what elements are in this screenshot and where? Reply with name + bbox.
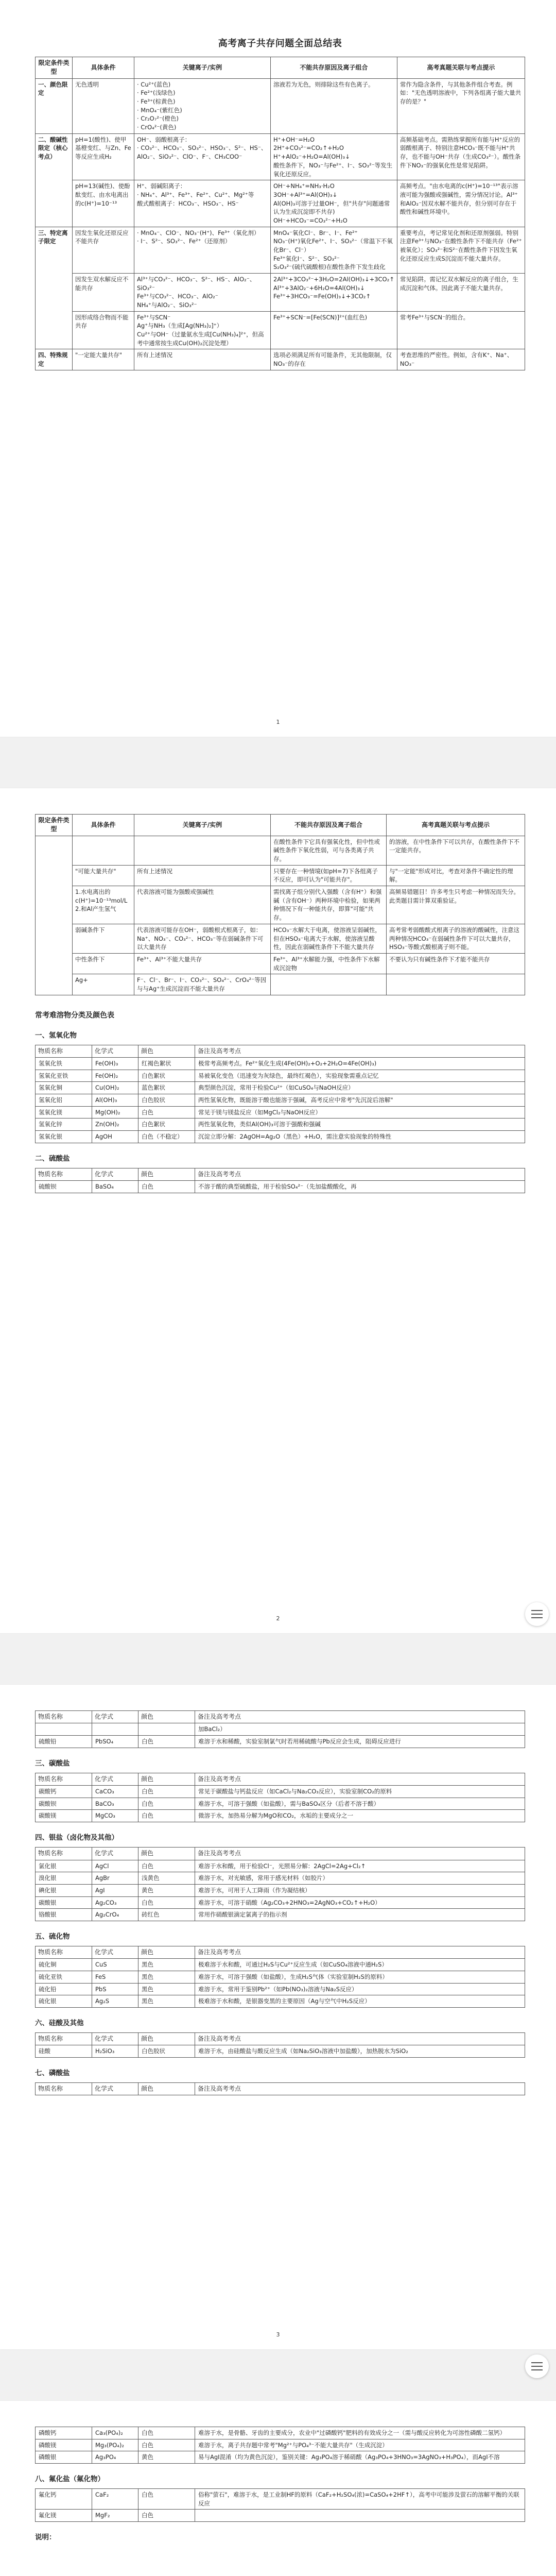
table-row xyxy=(36,2427,525,2439)
condition-cell: Ag+ xyxy=(73,974,134,995)
formula-cell: AgOH xyxy=(92,1130,138,1143)
table-row xyxy=(36,1723,525,1736)
formula-cell: Cu(OH)₂ xyxy=(92,1082,138,1094)
condition-cell: 中性条件下 xyxy=(73,953,134,974)
column-header: 颜色 xyxy=(138,1848,195,1860)
ions-cell: · Cu²⁺(蓝色) · Fe²⁺(浅绿色) · Fe³⁺(棕黄色) · MnO₄⁻(紫红色) · Cr₂O₇²⁻(橙色) · CrO₄²⁻(黄色) xyxy=(134,78,271,133)
hint-cell xyxy=(387,974,525,995)
table-row xyxy=(36,836,525,865)
color-cell: 白色 xyxy=(138,2510,195,2522)
condition-cell xyxy=(73,836,134,865)
table-row xyxy=(36,1106,525,1118)
page-2 xyxy=(0,788,556,1633)
formula-cell: Fe(OH)₂ xyxy=(92,1070,138,1082)
table-row xyxy=(36,1118,525,1131)
color-cell: 红褐色絮状 xyxy=(138,1057,195,1070)
ions-cell: 所有上述情况 xyxy=(134,349,271,370)
substance-name-cell: 氯化银 xyxy=(36,1860,92,1872)
table-row xyxy=(36,1896,525,1909)
substance-name-cell: 碘化银 xyxy=(36,1884,92,1896)
color-cell: 白色 xyxy=(138,2427,195,2439)
column-header: 备注及高考考点 xyxy=(195,2032,525,2045)
hint-cell: 考查思维的严密性。例如，含有K⁺、Na⁺、NO₃⁻ xyxy=(397,349,525,370)
column-header: 不能共存原因及离子组合 xyxy=(271,57,397,79)
subsection-title: 六、硅酸及其他 xyxy=(35,2019,84,2027)
reason-cell: 只要存在一种情境(如pH=7)下各组离子不反应，即可认为"可能共存"。 xyxy=(271,865,387,886)
hint-cell: 高频基础考点。需熟练掌握所有能与H⁺反应的弱酸根离子、特别注意HCO₃⁻既不能与H⁺共存，也不能与OH⁻共存（生成CO₃²⁻）。酸性条件下NO₃⁻的强氧化性是常见陷阱。 xyxy=(397,133,525,180)
column-header: 颜色 xyxy=(138,1946,195,1958)
substance-name-cell: 磷酸镁 xyxy=(36,2439,92,2451)
substance-name-cell: 氢氧化铝 xyxy=(36,1094,92,1106)
note-cell: 难溶于水和酸，用于检验Cl⁻，光照易分解：2AgCl=2Ag+Cl₂↑ xyxy=(195,1860,525,1872)
formula-cell: Mg(OH)₂ xyxy=(92,1106,138,1118)
page-1 xyxy=(0,0,556,737)
column-header: 备注及高考考点 xyxy=(195,1773,525,1785)
reason-cell: MnO₄⁻氧化Cl⁻、Br⁻、I⁻、Fe²⁺ NO₃⁻(H⁺)氧化Fe²⁺、I⁻、SO₃²⁻（常温下不氧化Br⁻、Cl⁻） Fe³⁺氧化I⁻、S²⁻、SO₃²⁻ S₂O₃²⁻(硫代硫酸根)在酸性条件下发生歧化 xyxy=(271,227,397,273)
note-label: 说明： xyxy=(35,2533,56,2542)
substance-name-cell: 氢氧化锌 xyxy=(36,1118,92,1131)
column-header: 备注及高考考点 xyxy=(195,1045,525,1057)
substance-name-cell: 硅酸 xyxy=(36,2045,92,2058)
subsection-title: 二、硫酸盐 xyxy=(35,1154,70,1163)
column-header: 备注及高考考点 xyxy=(195,1946,525,1958)
column-header: 颜色 xyxy=(138,1711,195,1723)
substance-name-cell: 氢氧化铜 xyxy=(36,1082,92,1094)
column-header: 物质名称 xyxy=(36,2032,92,2045)
summary-table-continued xyxy=(35,814,525,995)
color-cell: 白色胶状 xyxy=(138,2045,195,2058)
table-row xyxy=(36,865,525,886)
menu-icon[interactable] xyxy=(525,2354,549,2378)
note-cell: 微溶于水，加热易分解为MgO和CO₂，水垢的主要成分之一 xyxy=(195,1810,525,1822)
ions-cell xyxy=(134,836,271,865)
column-header: 具体条件 xyxy=(73,815,134,836)
ions-cell: Al³⁺与CO₃²⁻、HCO₃⁻、S²⁻、HS⁻、AlO₂⁻、SiO₃²⁻ Fe³⁺与CO₃²⁻、HCO₃⁻、AlO₂⁻ NH₄⁺与AlO₂⁻、SiO₃²⁻ xyxy=(134,273,271,311)
formula-cell: AgI xyxy=(92,1884,138,1896)
color-cell: 白色 xyxy=(138,1810,195,1822)
document-title: 高考离子共存问题全面总结表 xyxy=(218,38,342,49)
column-header: 化学式 xyxy=(92,2083,138,2095)
formula-cell: MgCO₃ xyxy=(92,1810,138,1822)
column-header: 关键离子/实例 xyxy=(134,57,271,79)
column-header: 颜色 xyxy=(138,1045,195,1057)
note-cell: 难溶于水，是骨骼、牙齿的主要成分，农业中"过磷酸钙"肥料的有效成分之一（需与酸反应转化为可溶性磷酸二氢钙） xyxy=(195,2427,525,2439)
ions-cell: · MnO₄⁻、ClO⁻、NO₃⁻(H⁺)、Fe³⁺（氧化剂） · I⁻、S²⁻、SO₃²⁻、Fe²⁺（还原剂） xyxy=(134,227,271,273)
formula-cell: Ag₂S xyxy=(92,1995,138,2008)
table-row xyxy=(36,1810,525,1822)
note-cell: 俗称"萤石"，难溶于水，是工业制HF的原料（CaF₂+H₂SO₄(浓)=CaSO₄+2HF↑），高考中可能涉及萤石的溶解平衡的关联反应 xyxy=(195,2489,525,2510)
color-cell: 白色 xyxy=(138,1736,195,1748)
column-header: 物质名称 xyxy=(36,1711,92,1723)
color-cell: 黑色 xyxy=(138,1959,195,1971)
color-cell: 白色 xyxy=(138,2489,195,2510)
color-cell: 白色 xyxy=(138,1896,195,1909)
summary-table xyxy=(35,57,525,370)
subsection-title: 五、硫化物 xyxy=(35,1932,70,1941)
substance-name-cell xyxy=(36,1723,92,1736)
table-row xyxy=(36,1082,525,1094)
condition-cell: 因发生双水解反应不能共存 xyxy=(73,273,134,311)
reason-cell xyxy=(271,974,387,995)
condition-cell: 1.水电离出的c(H⁺)=10⁻¹³mol/L 2.和Al产生氢气 xyxy=(73,886,134,924)
table-row xyxy=(36,180,525,227)
substance-name-cell: 硫酸钡 xyxy=(36,1181,92,1193)
table-row xyxy=(36,924,525,953)
formula-cell: H₂SiO₃ xyxy=(92,2045,138,2058)
column-header: 颜色 xyxy=(138,2083,195,2095)
substance-name-cell: 硫化银 xyxy=(36,1995,92,2008)
note-cell: 易与AgI混淆（均为黄色沉淀），鉴别关键：Ag₃PO₄溶于稀硝酸（Ag₃PO₄+3HNO₃=3AgNO₃+H₃PO₄），而AgI不溶 xyxy=(195,2451,525,2464)
column-header: 化学式 xyxy=(92,1168,138,1180)
ions-cell: F⁻、Cl⁻、Br⁻、I⁻、CO₃²⁻、SO₄²⁻、CrO₄²⁻等因与与Ag⁺生成沉淀而不能大量共存 xyxy=(134,974,271,995)
category-cell xyxy=(36,836,73,995)
formula-cell: FeS xyxy=(92,1971,138,1983)
table-row xyxy=(36,133,525,180)
hydroxide-table xyxy=(35,1045,525,1143)
color-cell: 浅黄色 xyxy=(138,1872,195,1885)
substance-name-cell: 氢氧化亚铁 xyxy=(36,1070,92,1082)
table-row xyxy=(36,1094,525,1106)
substance-name-cell: 氢氧化镁 xyxy=(36,1106,92,1118)
column-header: 化学式 xyxy=(92,1848,138,1860)
condition-cell: 无色透明 xyxy=(73,78,134,133)
formula-cell: AgBr xyxy=(92,1872,138,1885)
subsection-title: 三、碳酸盐 xyxy=(35,1759,70,1768)
note-cell: 难溶于水，可溶于硝酸（Ag₂CO₃+2HNO₃=2AgNO₃+CO₂↑+H₂O） xyxy=(195,1896,525,1909)
color-cell: 黄色 xyxy=(138,2451,195,2464)
phosphate-table xyxy=(35,2427,525,2464)
category-cell: 四、特殊规定 xyxy=(36,349,73,370)
color-cell: 砖红色 xyxy=(138,1909,195,1921)
table-row xyxy=(36,2045,525,2058)
color-cell: 蓝色絮状 xyxy=(138,1082,195,1094)
column-header: 颜色 xyxy=(138,1168,195,1180)
note-cell: 极难溶于水和酸，可通过H₂S与Cu²⁺反应生成（如CuSO₄溶液中通H₂S） xyxy=(195,1959,525,1971)
column-header: 不能共存原因及离子组合 xyxy=(271,815,387,836)
color-cell: 黑色 xyxy=(138,1983,195,1995)
reason-cell: 在酸性条件下它具有强氧化性，但中性或碱性条件下氧化性弱，可与各类离子共存。 xyxy=(271,836,387,865)
reason-cell: Fe³⁺、Al³⁺水解能力强，中性条件下水解成沉淀物 xyxy=(271,953,387,974)
subsection-title: 四、银盐（卤化物及其他） xyxy=(35,1834,118,1842)
table-row xyxy=(36,974,525,995)
color-cell: 白色（不稳定） xyxy=(138,1130,195,1143)
substance-name-cell: 硫化亚铁 xyxy=(36,1971,92,1983)
table-row xyxy=(36,1181,525,1193)
column-header: 高考真题关联与考点提示 xyxy=(387,815,525,836)
hint-cell: 重要考点，考记常见化剂和还原剂强弱。特别注意Fe³⁺与NO₃⁻在酸性条件下不能共存（Fe²⁺被氧化）；SO₃²⁻和S²⁻在酸性条件下因发生氧化还原反应生成S沉淀而不能大量共存。 xyxy=(397,227,525,273)
ions-cell: OH⁻、弱酸根离子： · CO₃²⁻、HCO₃⁻、SO₃²⁻、HSO₃⁻、S²⁻、HS⁻、AlO₂⁻、SiO₃²⁻、ClO⁻、F⁻、CH₃COO⁻ xyxy=(134,133,271,180)
substance-name-cell: 氢氧化银 xyxy=(36,1130,92,1143)
formula-cell: Ag₂CO₃ xyxy=(92,1896,138,1909)
column-header: 具体条件 xyxy=(73,57,134,79)
condition-cell: 弱碱条件下 xyxy=(73,924,134,953)
column-header: 限定条件类型 xyxy=(36,815,73,836)
formula-cell: CaCO₃ xyxy=(92,1786,138,1798)
note-cell: 常见于镁与镁盐反应（如MgCl₂与NaOH反应） xyxy=(195,1106,525,1118)
silicic-table xyxy=(35,2032,525,2058)
formula-cell: Ca₃(PO₄)₂ xyxy=(92,2427,138,2439)
subsection-title: 一、氢氧化物 xyxy=(35,1031,77,1040)
table-row xyxy=(36,1959,525,1971)
substance-name-cell: 溴化银 xyxy=(36,1872,92,1885)
column-header: 物质名称 xyxy=(36,1168,92,1180)
column-header: 物质名称 xyxy=(36,1045,92,1057)
column-header: 化学式 xyxy=(92,1045,138,1057)
color-cell: 白色胶状 xyxy=(138,1094,195,1106)
column-header: 物质名称 xyxy=(36,1848,92,1860)
column-header: 备注及高考考点 xyxy=(195,1168,525,1180)
column-header: 限定条件类型 xyxy=(36,57,73,79)
section-title: 常考难溶物分类及颜色表 xyxy=(35,1011,114,1020)
note-cell xyxy=(195,2510,525,2522)
formula-cell: CaF₂ xyxy=(92,2489,138,2510)
reason-cell: 2Al³⁺+3CO₃²⁻+3H₂O=2Al(OH)₃↓+3CO₂↑ Al³⁺+3AlO₂⁻+6H₂O=4Al(OH)₃↓ Fe³⁺+3HCO₃⁻=Fe(OH)₃↓+3CO₂↑ xyxy=(271,273,397,311)
reason-cell: H⁺+OH⁻=H₂O 2H⁺+CO₃²⁻=CO₂↑+H₂O H⁺+AlO₂⁻+H₂O=Al(OH)₃↓ 酸性条件下，NO₃⁻与Fe²⁺、I⁻、SO₃²⁻等发生氧化还原反应。 xyxy=(271,133,397,180)
note-cell: 极常考高频考点。Fe²⁺氧化生成(4Fe(OH)₂+O₂+2H₂O=4Fe(OH)₃) xyxy=(195,1057,525,1070)
subsection-title: 七、磷酸盐 xyxy=(35,2069,70,2078)
table-row xyxy=(36,2439,525,2451)
substance-name-cell: 碳酸钡 xyxy=(36,1798,92,1810)
color-cell: 黄色 xyxy=(138,1884,195,1896)
note-cell: 易被氧化变色（迅速变为灰绿色，最终红褐色），实验现象需重点记忆 xyxy=(195,1070,525,1082)
subsection-title: 八、氟化盐（氟化物） xyxy=(35,2475,105,2484)
page-4 xyxy=(0,2401,556,2576)
table-row xyxy=(36,273,525,311)
sulfate-table-continued xyxy=(35,1710,525,1748)
color-cell: 白色 xyxy=(138,2439,195,2451)
formula-cell: Mg₃(PO₄)₂ xyxy=(92,2439,138,2451)
column-header: 备注及高考考点 xyxy=(195,2083,525,2095)
hint-cell: 常见陷阱。需记忆双水解反应的离子组合，生成沉淀和气体。因此离子不能大量共存。 xyxy=(397,273,525,311)
color-cell: 白色 xyxy=(138,1786,195,1798)
reason-cell: 选项必须满足所有可能条件，无其他限制，仅NO₃⁻的存在 xyxy=(271,349,397,370)
table-row xyxy=(36,1736,525,1748)
table-row xyxy=(36,2489,525,2510)
substance-name-cell: 硫化铜 xyxy=(36,1959,92,1971)
ions-cell: Fe³⁺、Al³⁺不能大量共存 xyxy=(134,953,271,974)
hint-cell: 高考常考弱酸酸式根离子的溶液的酸碱性，注意这两种情况HCO₃⁻在弱碱性条件下可以大量共存，HSO₃⁻等酸式酸根离子则不能。 xyxy=(387,924,525,953)
column-header: 备注及高考考点 xyxy=(195,1848,525,1860)
color-cell: 白色 xyxy=(138,1798,195,1810)
note-cell: 难溶于水，对光敏感，常用于感光材料（如胶片） xyxy=(195,1872,525,1885)
table-row xyxy=(36,1884,525,1896)
substance-name-cell: 磷酸钙 xyxy=(36,2427,92,2439)
reason-cell: HCO₃⁻水解大于电离，使溶液呈弱碱性，但在HSO₃⁻电离大于水解，使溶液呈酸性，因此在弱碱性条件下不能大量共存 xyxy=(271,924,387,953)
page-3 xyxy=(0,1685,556,2349)
table-row xyxy=(36,349,525,370)
condition-cell: "可能大量共存" xyxy=(73,865,134,886)
formula-cell: AgCl xyxy=(92,1860,138,1872)
ions-cell: Fe³⁺与SCN⁻ Ag⁺与NH₃（生成[Ag(NH₃)₂]⁺） Cu²⁺与OH⁻（过量氨水生成[Cu(NH₃)₄]²⁺，但高考中通常按生成Cu(OH)₂沉淀处理） xyxy=(134,311,271,349)
formula-cell: MgF₂ xyxy=(92,2510,138,2522)
formula-cell: CuS xyxy=(92,1959,138,1971)
ions-cell: H⁺、弱碱阳离子： · NH₄⁺、Al³⁺、Fe³⁺、Fe²⁺、Cu²⁺、Mg²⁺等 酸式酸根离子：HCO₃⁻、HSO₃⁻、HS⁻ xyxy=(134,180,271,227)
substance-name-cell: 碳酸银 xyxy=(36,1896,92,1909)
note-cell: 极难溶于水和酸，是银器变黑的主要原因（Ag与空气中H₂S反应） xyxy=(195,1995,525,2008)
condition-cell: 因发生氧化还原反应不能共存 xyxy=(73,227,134,273)
hint-cell: 高频易错题目！许多考生只考虑一种情况而失分。此类题目需计算双重验证。 xyxy=(387,886,525,924)
fluoride-table xyxy=(35,2488,525,2522)
color-cell: 白色 xyxy=(138,1860,195,1872)
note-cell: 加BaCl₂） xyxy=(195,1723,525,1736)
table-row xyxy=(36,1872,525,1885)
color-cell xyxy=(138,1723,195,1736)
table-row xyxy=(36,227,525,273)
column-header: 物质名称 xyxy=(36,1773,92,1785)
category-cell: 二、酸碱性限定（核心考点） xyxy=(36,133,73,227)
condition-cell: 因形成络合物而不能共存 xyxy=(73,311,134,349)
table-row xyxy=(36,1070,525,1082)
color-cell: 黑色 xyxy=(138,1971,195,1983)
table-row xyxy=(36,311,525,349)
note-cell: 不溶于酸的典型硫酸盐，用于检验SO₄²⁻（先加盐酸酸化，再 xyxy=(195,1181,525,1193)
substance-name-cell: 铬酸银 xyxy=(36,1909,92,1921)
substance-name-cell: 碳酸镁 xyxy=(36,1810,92,1822)
table-row xyxy=(36,1860,525,1872)
column-header: 物质名称 xyxy=(36,2083,92,2095)
sulfide-table xyxy=(35,1946,525,2008)
formula-cell: BaCO₃ xyxy=(92,1798,138,1810)
substance-name-cell: 氟化钙 xyxy=(36,2489,92,2510)
note-cell: 典型颜色沉淀，常用于检验Cu²⁺（如CuSO₄与NaOH反应） xyxy=(195,1082,525,1094)
column-header: 颜色 xyxy=(138,2032,195,2045)
note-cell: 难溶于水，离子共存题中常考"Mg²⁺与PO₄³⁻不能大量共存"（生成沉淀） xyxy=(195,2439,525,2451)
table-row xyxy=(36,1130,525,1143)
page-number: 2 xyxy=(276,1615,280,1622)
column-header: 化学式 xyxy=(92,1946,138,1958)
category-cell: 一、颜色限定 xyxy=(36,78,73,133)
hint-cell: 高频考点。"由水电离的c(H⁺)=10⁻¹³"表示溶液可能为强酸或强碱性，需分情况讨论。Al³⁺和AlO₂⁻因双水解不能共存，但分别可存在于酸性和碱性环境中。 xyxy=(397,180,525,227)
carbonate-table xyxy=(35,1773,525,1822)
condition-cell: pH=13(碱性)、使酚酞变红、由水电离出的c(H⁺)=10⁻¹³ xyxy=(73,180,134,227)
formula-cell: BaSO₄ xyxy=(92,1181,138,1193)
column-header: 关键离子/实例 xyxy=(134,815,271,836)
table-row xyxy=(36,1786,525,1798)
substance-name-cell: 硫化铅 xyxy=(36,1983,92,1995)
table-row xyxy=(36,1909,525,1921)
column-header: 高考真题关联与考点提示 xyxy=(397,57,525,79)
formula-cell: PbS xyxy=(92,1983,138,1995)
column-header: 化学式 xyxy=(92,1711,138,1723)
menu-icon[interactable] xyxy=(525,1602,549,1626)
substance-name-cell: 氢氧化铁 xyxy=(36,1057,92,1070)
reason-cell: 需找离子组分别代入强酸（含有H⁺）和强碱（含有OH⁻）两种环境中检验，如果两种情况下有一种能共存，即算"可能"共存。 xyxy=(271,886,387,924)
note-cell: 难溶于水，由硅酸盐与酸反应生成（如Na₂SiO₃溶液中加盐酸），加热脱水为SiO₂ xyxy=(195,2045,525,2058)
column-header: 物质名称 xyxy=(36,1946,92,1958)
ions-cell: 所有上述情况 xyxy=(134,865,271,886)
note-cell: 常见于碳酸盐与钙盐反应（如CaCl₂与Na₂CO₃反应），实验室制CO₂的原料 xyxy=(195,1786,525,1798)
condition-cell: pH=1(酸性)、使甲基橙变红、与Zn、Fe等反应生成H₂ xyxy=(73,133,134,180)
formula-cell: Ag₂CrO₄ xyxy=(92,1909,138,1921)
table-row xyxy=(36,1983,525,1995)
silver-salt-table xyxy=(35,1847,525,1921)
substance-name-cell: 磷酸银 xyxy=(36,2451,92,2464)
ions-cell: 代表溶液可能存在OH⁻，弱酸根式根离子，如：Na⁺、NO₃⁻、CO₃²⁻、HCO₃⁻等在弱碱条件下可以大量共存 xyxy=(134,924,271,953)
hint-cell: 常作为隐含条件，与其他条件组合考查。例如："无色透明溶液中，下列各组离子能大量共存的是？" xyxy=(397,78,525,133)
hint-cell: 常考Fe³⁺与SCN⁻的组合。 xyxy=(397,311,525,349)
reason-cell: Fe³⁺+SCN⁻=[Fe(SCN)]²⁺(血红色) xyxy=(271,311,397,349)
table-row xyxy=(36,1971,525,1983)
reason-cell: OH⁻+NH₄⁺=NH₃·H₂O 3OH⁻+Al³⁺=Al(OH)₃↓ Al(OH)₃可溶于过量OH⁻，但"共存"问题通常认为生成沉淀即不共存) OH⁻+HCO₃⁻=CO₃²⁻+H₂O xyxy=(271,180,397,227)
note-cell: 难溶于水，可用于人工降雨（作为凝结核） xyxy=(195,1884,525,1896)
hint-cell: 的溶液，在中性条件下可以共存，在酸性条件下不一定能共存。 xyxy=(387,836,525,865)
note-cell: 难溶于水和稀酸，实验室制氯气时若用稀硫酸与Pb反应会生成，阻碍反应进行 xyxy=(195,1736,525,1748)
hint-cell: 不要认为只有碱性条件下才能不能共存 xyxy=(387,953,525,974)
note-cell: 常用作硝酸银滴定氯离子的指示剂 xyxy=(195,1909,525,1921)
table-row xyxy=(36,1798,525,1810)
table-row xyxy=(36,886,525,924)
column-header: 化学式 xyxy=(92,2032,138,2045)
color-cell: 白色絮状 xyxy=(138,1118,195,1131)
page-number: 1 xyxy=(276,719,280,725)
reason-cell: 溶液若为无色，则排除这些有色离子。 xyxy=(271,78,397,133)
table-row xyxy=(36,2451,525,2464)
phosphate-table-header xyxy=(35,2082,525,2095)
color-cell: 白色絮状 xyxy=(138,1070,195,1082)
ions-cell: 代表溶液可能为强酸或强碱性 xyxy=(134,886,271,924)
table-row xyxy=(36,1057,525,1070)
page-number: 3 xyxy=(276,2331,280,2338)
table-row xyxy=(36,78,525,133)
note-cell: 难溶于水，可溶于强酸（如盐酸），生成H₂S气体（实验室制H₂S的原料） xyxy=(195,1971,525,1983)
formula-cell: Zn(OH)₂ xyxy=(92,1118,138,1131)
note-cell: 两性氢氧化物，既能溶于酸也能溶于强碱，高考反应中常考"先沉淀后溶解" xyxy=(195,1094,525,1106)
formula-cell: Ag₃PO₄ xyxy=(92,2451,138,2464)
color-cell: 白色 xyxy=(138,1181,195,1193)
table-row xyxy=(36,1995,525,2008)
column-header: 化学式 xyxy=(92,1773,138,1785)
note-cell: 难溶于水，可溶于强酸（如盐酸），需与BaSO₄区分（后者不溶于酸） xyxy=(195,1798,525,1810)
category-cell: 三、特定离子限定 xyxy=(36,227,73,349)
color-cell: 白色 xyxy=(138,1106,195,1118)
note-cell: 两性氢氧化物，类似Al(OH)₃可溶于强酸和强碱 xyxy=(195,1118,525,1131)
substance-name-cell: 氟化镁 xyxy=(36,2510,92,2522)
note-cell: 难溶于水，常用于鉴别Pb²⁺（如Pb(NO₃)₂溶液与Na₂S反应） xyxy=(195,1983,525,1995)
formula-cell: Fe(OH)₃ xyxy=(92,1057,138,1070)
substance-name-cell: 碳酸钙 xyxy=(36,1786,92,1798)
sulfate-table xyxy=(35,1168,525,1193)
substance-name-cell: 硫酸铅 xyxy=(36,1736,92,1748)
table-row xyxy=(36,2510,525,2522)
table-row xyxy=(36,953,525,974)
hint-cell: 与"一定能"形成对比，考查对条件不确定性的理解。 xyxy=(387,865,525,886)
formula-cell: Al(OH)₃ xyxy=(92,1094,138,1106)
formula-cell xyxy=(92,1723,138,1736)
color-cell: 黑色 xyxy=(138,1995,195,2008)
condition-cell: "一定能大量共存" xyxy=(73,349,134,370)
formula-cell: PbSO₄ xyxy=(92,1736,138,1748)
note-cell: 沉淀立即分解：2AgOH=Ag₂O（黑色）+H₂O，需注意实验现象的特殊性 xyxy=(195,1130,525,1143)
column-header: 备注及高考考点 xyxy=(195,1711,525,1723)
column-header: 颜色 xyxy=(138,1773,195,1785)
